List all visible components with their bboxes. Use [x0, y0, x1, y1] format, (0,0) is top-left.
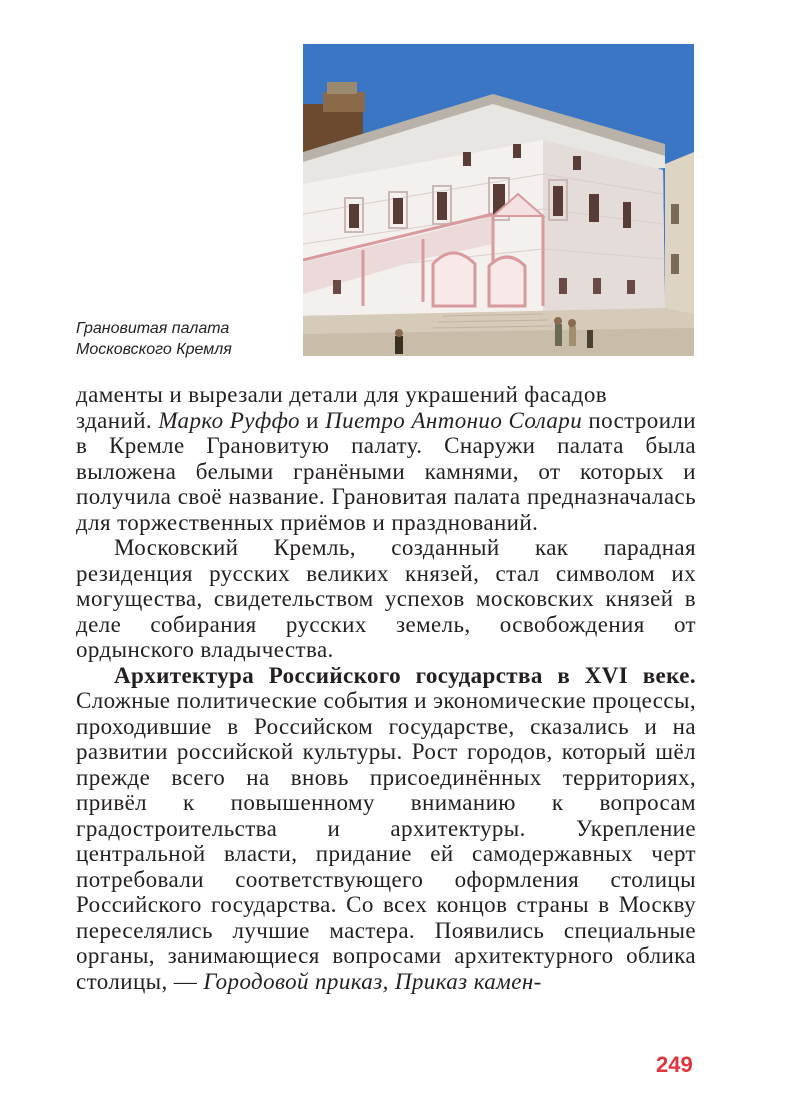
page-number: 249 — [656, 1052, 693, 1077]
paragraph-2: Московский Кремль, созданный как парадная резиденция русских великих князей, стал символом их могущества, свидетельством успехов московских князей в деле собирания русских земель, освобождения от ордынского владычества. — [76, 535, 696, 662]
architect-name-solari: Пиетро Антонио Солари — [325, 407, 583, 433]
figure-caption — [76, 318, 296, 360]
paragraph-3 — [76, 663, 696, 995]
text-span: даменты и вырезали детали для украшений фасадов — [76, 382, 607, 407]
text-span: и — [299, 407, 326, 433]
architect-name-ruffo: Марко Руффо — [158, 407, 300, 433]
text-span: зданий. — [76, 407, 159, 433]
palace-photo — [303, 44, 694, 356]
body-text — [76, 382, 696, 994]
text-span: Сложные политические события и экономические процессы, проходившие в Российском государстве, сказались и на развитии российской культуры. Рост городов, который шёл прежде всего на вновь присоединённых территориях, привёл к повышенному вниманию к вопросам градостроительства и архитектуры. Укрепление центральной власти, придание ей самодержавных черт потребовали соответствующего оформления столицы Российского государства. Со всех концов страны в Москву переселялись лучшие мастера. Появились специальные органы, занимающиеся вопросами архитектурного облика столицы, — — [76, 688, 696, 994]
paragraph-1-first-line — [76, 382, 696, 408]
text-span: построили в Кремле Грановитую палату. Снаружи палата была выложена белыми гранёными камнями, от которых и получила своё название. Грановитая палата предназначалась для торжественных приёмов и празднований. — [76, 407, 696, 535]
section-heading: Архитектура Российского государства в XVI веке. — [114, 662, 696, 688]
italic-term: Городовой приказ, Приказ камен- — [203, 968, 542, 994]
paragraph-1 — [76, 408, 696, 536]
caption-line-1: Грановитая палата — [76, 320, 230, 337]
caption-line-2: Московского Кремля — [76, 341, 232, 358]
